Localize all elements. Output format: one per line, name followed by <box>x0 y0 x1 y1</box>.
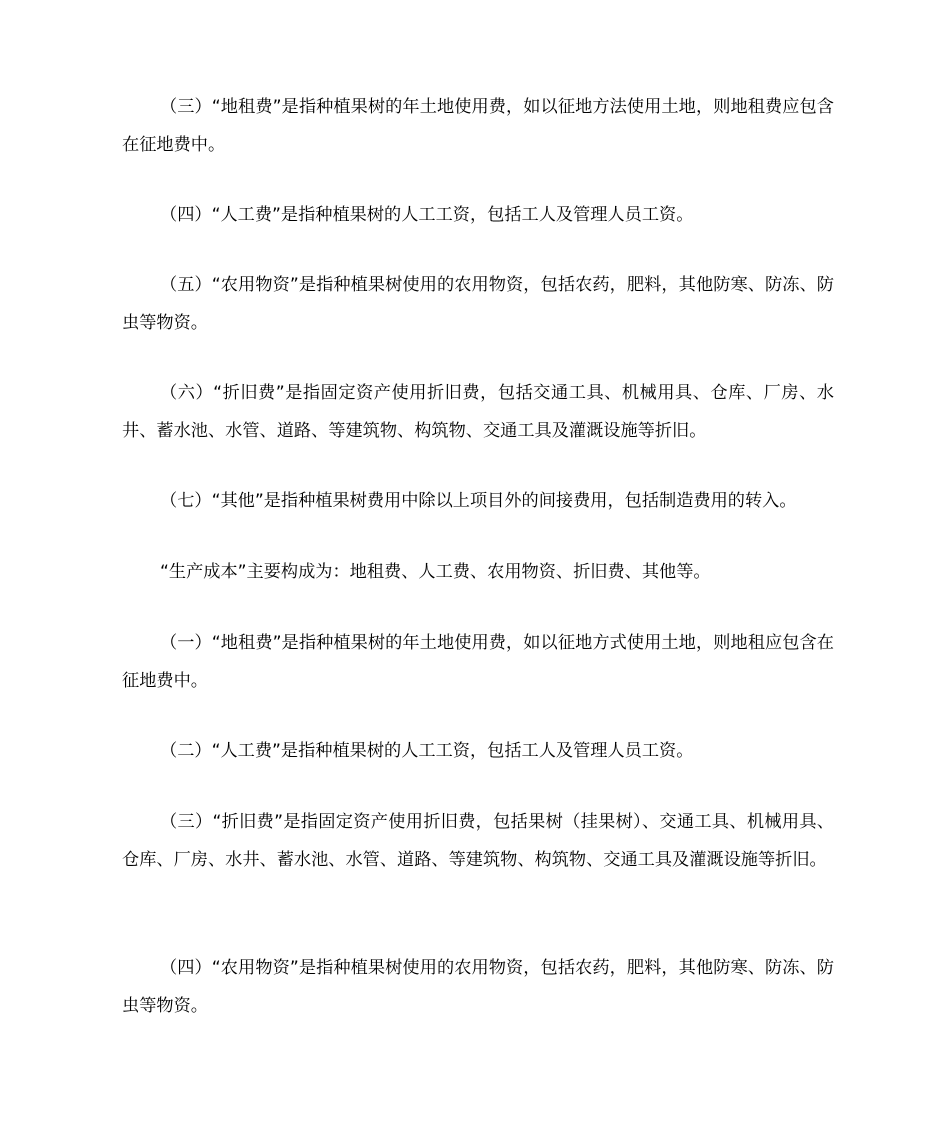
paragraph-depreciation-6: （六）“折旧费”是指固定资产使用折旧费，包括交通工具、机械用具、仓库、厂房、水井、蓄水池、水管、道路、等建筑物、构筑物、交通工具及灌溉设施等折旧。 <box>122 383 834 441</box>
paragraph-agri-materials-4: （四）“农用物资”是指种植果树使用的农用物资，包括农药，肥料，其他防寒、防冻、防虫等物资。 <box>122 958 834 1016</box>
paragraph-land-rent-1: （一）“地租费”是指种植果树的年土地使用费，如以征地方式使用土地，则地租应包含在征地费中。 <box>122 633 834 691</box>
paragraph-land-rent-3: （三）“地租费”是指种植果树的年土地使用费，如以征地方法使用土地，则地租费应包含在征地费中。 <box>122 97 834 155</box>
paragraph-agri-materials-5: （五）“农用物资”是指种植果树使用的农用物资，包括农药，肥料，其他防寒、防冻、防虫等物资。 <box>122 275 834 333</box>
paragraph-production-cost-intro: “生产成本”主要构成为：地租费、人工费、农用物资、折旧费、其他等。 <box>160 562 711 582</box>
paragraph-other-7: （七）“其他”是指种植果树费用中除以上项目外的间接费用，包括制造费用的转入。 <box>160 491 797 511</box>
paragraph-labor-cost-2: （二）“人工费”是指种植果树的人工工资，包括工人及管理人员工资。 <box>160 741 694 761</box>
paragraph-labor-cost-4: （四）“人工费”是指种植果树的人工工资，包括工人及管理人员工资。 <box>160 205 694 225</box>
paragraph-depreciation-3: （三）“折旧费”是指固定资产使用折旧费，包括果树（挂果树）、交通工具、机械用具、仓库、厂房、水井、蓄水池、水管、道路、等建筑物、构筑物、交通工具及灌溉设施等折旧。 <box>122 812 834 870</box>
